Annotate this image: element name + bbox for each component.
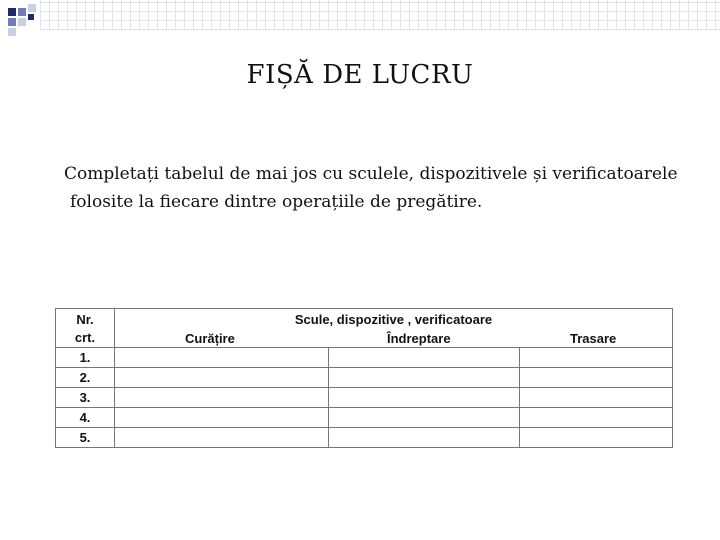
row-number: 2. — [56, 368, 115, 388]
cell-trasare-3 — [520, 388, 673, 408]
cell-curatire-4 — [115, 408, 329, 428]
page-title: FIȘĂ DE LUCRU — [246, 60, 474, 90]
nr-crt-header — [56, 309, 115, 348]
cell-indreptare-2 — [329, 368, 520, 388]
subheader-indreptare: Îndreptare — [387, 331, 451, 346]
corner-decoration — [0, 0, 40, 40]
subheader-curatire: Curățire — [185, 331, 235, 346]
cell-curatire-2 — [115, 368, 329, 388]
cell-indreptare-3 — [329, 388, 520, 408]
cell-trasare-5 — [520, 428, 673, 448]
cell-curatire-3 — [115, 388, 329, 408]
cell-indreptare-5 — [329, 428, 520, 448]
row-number: 1. — [56, 348, 115, 368]
cell-trasare-2 — [520, 368, 673, 388]
worksheet-table — [55, 308, 673, 450]
instructions-line-1: Completați tabelul de mai jos cu sculele, dispozitivele și verificatoarele — [64, 164, 678, 184]
cell-curatire-1 — [115, 348, 329, 368]
row-number: 4. — [56, 408, 115, 428]
nr-crt-label: Nr. crt. — [74, 312, 96, 345]
cell-indreptare-4 — [329, 408, 520, 428]
instructions-line-2: folosite la fiecare dintre operațiile de pregătire. — [70, 192, 483, 212]
subheader-trasare: Trasare — [570, 331, 617, 346]
instructions-text — [64, 160, 684, 216]
tools-header-label: Scule, dispozitive , verificatoare — [294, 312, 493, 327]
cell-curatire-5 — [115, 428, 329, 448]
grid-decoration — [40, 0, 720, 30]
cell-trasare-1 — [520, 348, 673, 368]
cell-trasare-4 — [520, 408, 673, 428]
cell-indreptare-1 — [329, 348, 520, 368]
row-number: 5. — [56, 428, 115, 448]
tools-header — [115, 309, 673, 348]
row-number: 3. — [56, 388, 115, 408]
